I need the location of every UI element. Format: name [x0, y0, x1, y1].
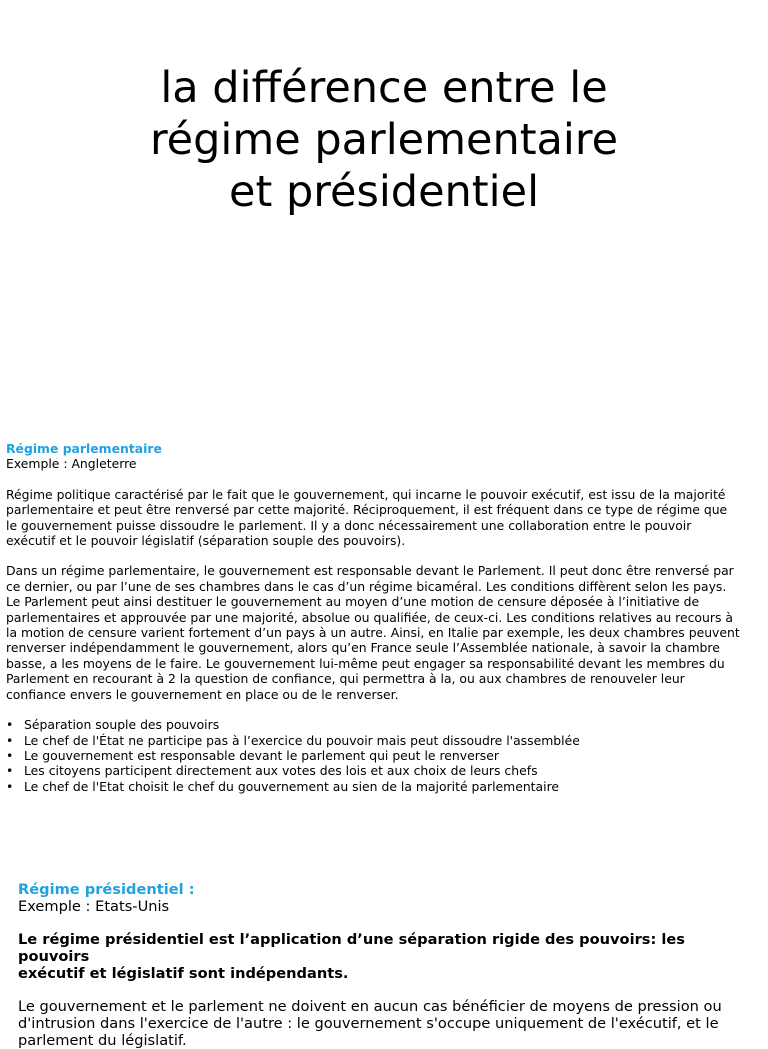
text-line: exécutif et législatif sont indépendants. [18, 965, 349, 982]
text-line: basse, a les moyens de le faire. Le gouvernement lui-même peut engager sa responsabilité devant les membres du [6, 655, 725, 671]
text-line: parlement du législatif. [18, 1032, 187, 1049]
presidential-example: Exemple : Etats-Unis [18, 898, 170, 915]
text-line: la motion de censure varient fortement d’un pays à un autre. Ainsi, en Italie par exemple, les deux chambres peuvent [6, 625, 740, 641]
spacer [6, 472, 762, 487]
parliamentary-heading: Régime parlementaire [6, 441, 162, 456]
bullet-icon: • [6, 747, 14, 763]
list-item-text: Le chef de l'État ne participe pas à l’exercice du pouvoir mais peut dissoudre l'assemblée [24, 732, 580, 748]
document-title [0, 62, 768, 218]
spacer [18, 915, 760, 931]
text-line: confiance envers le gouvernement en place ou de le renverser. [6, 686, 399, 702]
list-item-text: Les citoyens participent directement aux votes des lois et aux choix de leurs chefs [24, 763, 538, 779]
text-line: Le gouvernement et le parlement ne doivent en aucun cas bénéficier de moyens de pression ou [18, 998, 722, 1015]
list-item-text: Séparation souple des pouvoirs [24, 717, 220, 733]
text-line: parlementaires et approuvée par une majorité, absolue ou qualifiée, de ceux-ci. Les conditions relatives au recours à [6, 609, 733, 625]
text-line: le gouvernement puisse dissoudre le parlement. Il y a donc nécessairement une collaboration entre le pouvoir [6, 517, 692, 533]
text-line: Parlement en recourant à 2 la question de confiance, qui permettra à la, ou aux chambres de renouveler leur [6, 671, 685, 687]
spacer [6, 702, 762, 717]
spacer [18, 982, 760, 998]
list-item [6, 733, 762, 748]
bullet-icon: • [6, 732, 14, 748]
text-line: Dans un régime parlementaire, le gouvernement est responsable devant le Parlement. Il peut donc être renversé par [6, 563, 734, 579]
title-line-2: régime parlementaire [149, 115, 619, 165]
list-item [6, 717, 762, 732]
parliamentary-paragraph-2 [6, 563, 762, 702]
text-line: Régime politique caractérisé par le fait que le gouvernement, qui incarne le pouvoir exécutif, est issu de la majorité [6, 486, 726, 502]
presidential-heading: Régime présidentiel : [18, 881, 195, 898]
title-line-1: la différence entre le [160, 63, 608, 113]
spacer [6, 548, 762, 563]
list-item [6, 779, 762, 794]
text-line: Le régime présidentiel est l’application d’une séparation rigide des pouvoirs: les pouvoirs [18, 931, 685, 965]
list-item [6, 748, 762, 763]
parliamentary-example: Exemple : Angleterre [6, 456, 137, 472]
title-line-3: et présidentiel [228, 167, 540, 217]
text-line: parlementaire et peut être renversé par cette majorité. Réciproquement, il est fréquent dans ce type de régime que [6, 502, 728, 518]
parliamentary-paragraph-1 [6, 487, 762, 549]
text-line: d'intrusion dans l'exercice de l'autre : le gouvernement s'occupe uniquement de l'exécutif, et le [18, 1015, 719, 1032]
text-line: Le Parlement peut ainsi destituer le gouvernement au moyen d’une motion de censure déposée à l’initiative de [6, 594, 700, 610]
list-item-text: Le chef de l'Etat choisit le chef du gouvernement au sien de la majorité parlementaire [24, 778, 560, 794]
parliamentary-section [6, 441, 762, 794]
text-line: ce dernier, ou par l’une de ses chambres dans le cas d’un régime bicaméral. Les conditions diffèrent selon les pays. [6, 578, 727, 594]
text-line: exécutif et le pouvoir législatif (séparation souple des pouvoirs). [6, 533, 406, 549]
parliamentary-bullet-list [6, 717, 762, 794]
bullet-icon: • [6, 778, 14, 794]
list-item-text: Le gouvernement est responsable devant le parlement qui peut le renverser [24, 747, 499, 763]
bullet-icon: • [6, 717, 14, 733]
presidential-bold-paragraph [18, 931, 760, 982]
list-item [6, 763, 762, 778]
bullet-icon: • [6, 763, 14, 779]
text-line: renverser indépendamment le gouvernement, alors qu’en France seule l’Assemblée nationale, à savoir la chambre [6, 640, 720, 656]
